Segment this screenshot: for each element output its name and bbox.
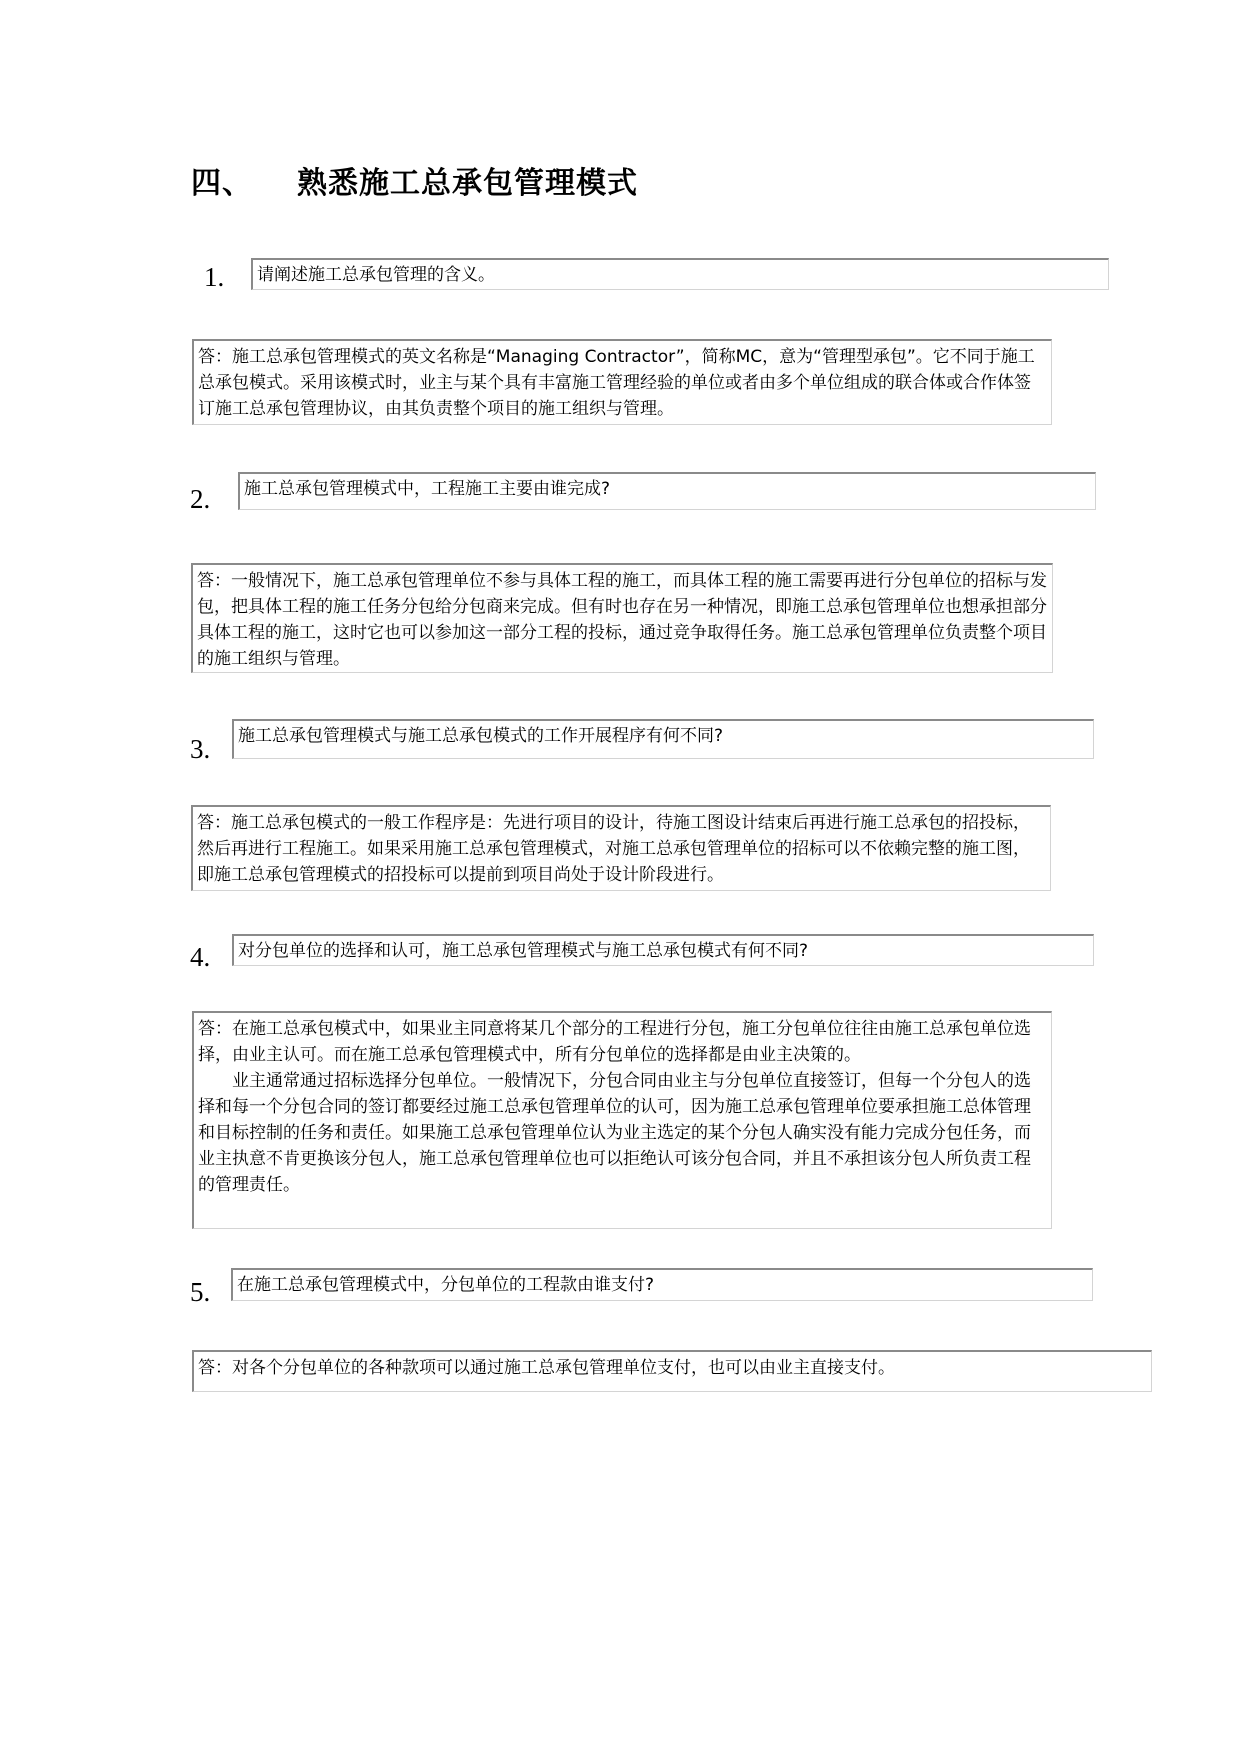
answer-box-5 (192, 1350, 1152, 1392)
answer-box-2 (191, 563, 1053, 673)
question-number-4: 4. (190, 942, 211, 972)
question-box-3 (232, 719, 1094, 759)
answer-text-1: 答：施工总承包管理模式的英文名称是“Managing Contractor”，简称MC，意为“管理型承包”。它不同于施工总承包模式。采用该模式时，业主与某个具有丰富施工管理经验的单位或者由多个单位组成的联合体或合作体签订施工总承包管理协议，由其负责整个项目的施工组织与管理。 (198, 347, 1035, 419)
question-number-3: 3. (190, 734, 211, 764)
answer-text-4a: 答：在施工总承包模式中，如果业主同意将某几个部分的工程进行分包，施工分包单位往往由施工总承包单位选择，由业主认可。而在施工总承包管理模式中，所有分包单位的选择都是由业主决策的。 (198, 1019, 1031, 1065)
question-box-4 (232, 934, 1094, 966)
answer-text-3: 答：施工总承包模式的一般工作程序是：先进行项目的设计，待施工图设计结束后再进行施工总承包的招投标，然后再进行工程施工。如果采用施工总承包管理模式，对施工总承包管理单位的招标可以不依赖完整的施工图，即施工总承包管理模式的招投标可以提前到项目尚处于设计阶段进行。 (197, 813, 1030, 885)
question-number-5: 5. (190, 1277, 211, 1307)
answer-box-4 (192, 1011, 1052, 1229)
question-box-1 (251, 258, 1109, 290)
question-text-5: 在施工总承包管理模式中，分包单位的工程款由谁支付? (237, 1275, 655, 1295)
question-number-2: 2. (190, 484, 211, 514)
section-number: 四、 (191, 166, 253, 201)
question-text-3: 施工总承包管理模式与施工总承包模式的工作开展程序有何不同? (238, 726, 724, 746)
section-title: 熟悉施工总承包管理模式 (297, 166, 638, 201)
answer-box-3 (191, 805, 1051, 891)
question-box-5 (231, 1268, 1093, 1301)
answer-text-4b: 业主通常通过招标选择分包单位。一般情况下，分包合同由业主与分包单位直接签订，但每一个分包人的选择和每一个分包合同的签订都要经过施工总承包管理单位的认可，因为施工总承包管理单位要承担施工总体管理和目标控制的任务和责任。如果施工总承包管理单位认为业主选定的某个分包人确实没有能力完成分包任务，而业主执意不肯更换该分包人，施工总承包管理单位也可以拒绝认可该分包合同，并且不承担该分包人所负责工程的管理责任。 (198, 1071, 1031, 1195)
answer-box-1 (192, 339, 1052, 425)
question-text-1: 请阐述施工总承包管理的含义。 (257, 265, 495, 285)
question-text-4: 对分包单位的选择和认可，施工总承包管理模式与施工总承包模式有何不同? (238, 941, 809, 961)
question-box-2 (238, 472, 1096, 510)
question-text-2: 施工总承包管理模式中，工程施工主要由谁完成? (244, 479, 611, 499)
answer-text-2: 答：一般情况下，施工总承包管理单位不参与具体工程的施工，而具体工程的施工需要再进行分包单位的招标与发包，把具体工程的施工任务分包给分包商来完成。但有时也存在另一种情况，即施工总承包管理单位也想承担部分具体工程的施工，这时它也可以参加这一部分工程的投标，通过竞争取得任务。施工总承包管理单位负责整个项目的施工组织与管理。 (197, 571, 1047, 669)
question-number-1: 1. (204, 262, 225, 292)
section-heading (191, 158, 638, 202)
answer-text-5: 答：对各个分包单位的各种款项可以通过施工总承包管理单位支付，也可以由业主直接支付。 (198, 1358, 895, 1378)
